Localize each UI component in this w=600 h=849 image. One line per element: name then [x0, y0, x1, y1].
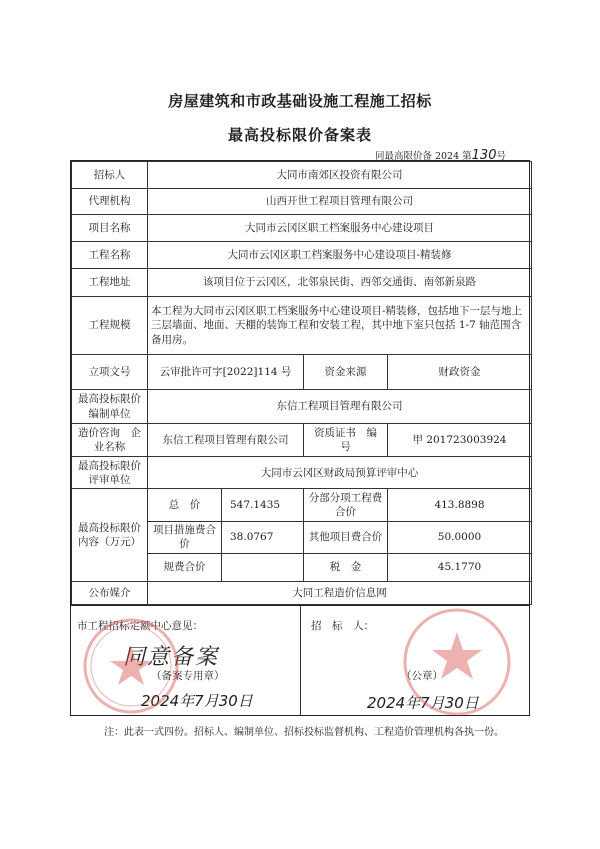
table-row	[72, 457, 532, 489]
filing-handwritten-number: 130	[471, 148, 497, 163]
total-price-label: 总 价	[148, 489, 222, 521]
tax-label: 税 金	[304, 553, 388, 582]
compiler-value: 东信工程项目管理有限公司	[148, 389, 532, 424]
consultant-value: 东信工程项目管理有限公司	[148, 424, 304, 457]
table-row	[72, 215, 532, 242]
fund-source-label: 资金来源	[304, 354, 388, 389]
signature-divider	[300, 606, 301, 715]
tenderer-signature-title: 招 标 人：	[311, 620, 374, 632]
reviewer-value: 大同市云冈区财政局预算评审中心	[148, 457, 532, 489]
footer-note: 注：此表一式四份。招标人、编制单位、招标投标监督机构、工程造价管理机构各执一份。	[104, 727, 504, 738]
scale-value: 本工程为大同市云冈区职工档案服务中心建设项目-精装修，包括地下一层与地上三层墙面、地面、天棚的装饰工程和安装工程，其中地下室只包括 1-7 轴范围含备用房。	[148, 297, 532, 354]
media-label: 公布媒介	[72, 582, 148, 605]
left-red-seal	[81, 616, 181, 716]
tax-value: 45.1770	[388, 553, 532, 582]
cert-label: 资质证书 编 号	[304, 424, 388, 457]
doc-subtitle: 最高投标限价备案表	[227, 126, 372, 144]
left-handwritten-date: 2024年7月30日	[141, 692, 253, 710]
approval-label: 立项文号	[72, 354, 148, 389]
fee-label: 规费合价	[148, 553, 222, 582]
approval-value: 云审批许可字[2022]114 号	[148, 354, 304, 389]
tenderer-value: 大同市南郊区投资有限公司	[148, 162, 532, 189]
subitem-cost-value: 413.8898	[388, 489, 532, 521]
table-row	[72, 297, 532, 354]
filing-suffix: 号	[496, 151, 506, 162]
scale-label: 工程规模	[72, 297, 148, 354]
table-row	[72, 188, 532, 215]
filing-form-table	[70, 160, 530, 606]
address-value: 该项目位于云冈区，北邻泉民街、西邻交通街、南邻新泉路	[148, 268, 532, 297]
signature-section	[70, 606, 530, 716]
right-seal-note: （公章）	[401, 670, 443, 682]
table-row	[72, 268, 532, 297]
total-price-value: 547.1435	[222, 489, 304, 521]
other-cost-label: 其他项目费合价	[304, 521, 388, 553]
work-name-label: 工程名称	[72, 241, 148, 268]
table-row	[72, 489, 532, 521]
fee-value	[222, 553, 304, 582]
subitem-cost-label: 分部分项工程费合价	[304, 489, 388, 521]
agency-value: 山西开世工程项目管理有限公司	[148, 188, 532, 215]
filing-prefix: 同最高限价备 2024 第	[374, 151, 472, 162]
fund-source-value: 财政资金	[388, 354, 532, 389]
table-row	[72, 241, 532, 268]
reviewer-label: 最高投标限价评审单位	[72, 457, 148, 489]
table-row	[72, 354, 532, 389]
doc-title: 房屋建筑和市政基础设施工程施工招标	[168, 92, 432, 110]
measure-cost-label: 项目措施费合 价	[148, 521, 222, 553]
tenderer-label: 招标人	[72, 162, 148, 189]
table-row	[72, 162, 532, 189]
measure-cost-value: 38.0767	[222, 521, 304, 553]
table-row	[72, 582, 532, 605]
work-name-value: 大同市云冈区职工档案服务中心建设项目-精装修	[148, 241, 532, 268]
address-label: 工程地址	[72, 268, 148, 297]
right-red-seal	[401, 606, 513, 718]
other-cost-value: 50.0000	[388, 521, 532, 553]
left-seal-note: （备案专用章）	[151, 670, 225, 682]
approval-handwriting: 同意备案	[123, 645, 220, 670]
media-value: 大同工程造价信息网	[148, 582, 532, 605]
consultant-label: 造价咨询 企业名称	[72, 424, 148, 457]
center-opinion-title: 市工程招标定额中心意见：	[77, 620, 203, 632]
table-row	[72, 389, 532, 424]
cert-value: 甲 201723003924	[388, 424, 532, 457]
project-name-value: 大同市云冈区职工档案服务中心建设项目	[148, 215, 532, 242]
right-handwritten-date: 2024年7月30日	[367, 694, 479, 712]
limit-label: 最高投标限价内容（万元）	[72, 489, 148, 582]
agency-label: 代理机构	[72, 188, 148, 215]
project-name-label: 项目名称	[72, 215, 148, 242]
table-row	[72, 424, 532, 457]
compiler-label: 最高投标限价编制单位	[72, 389, 148, 424]
